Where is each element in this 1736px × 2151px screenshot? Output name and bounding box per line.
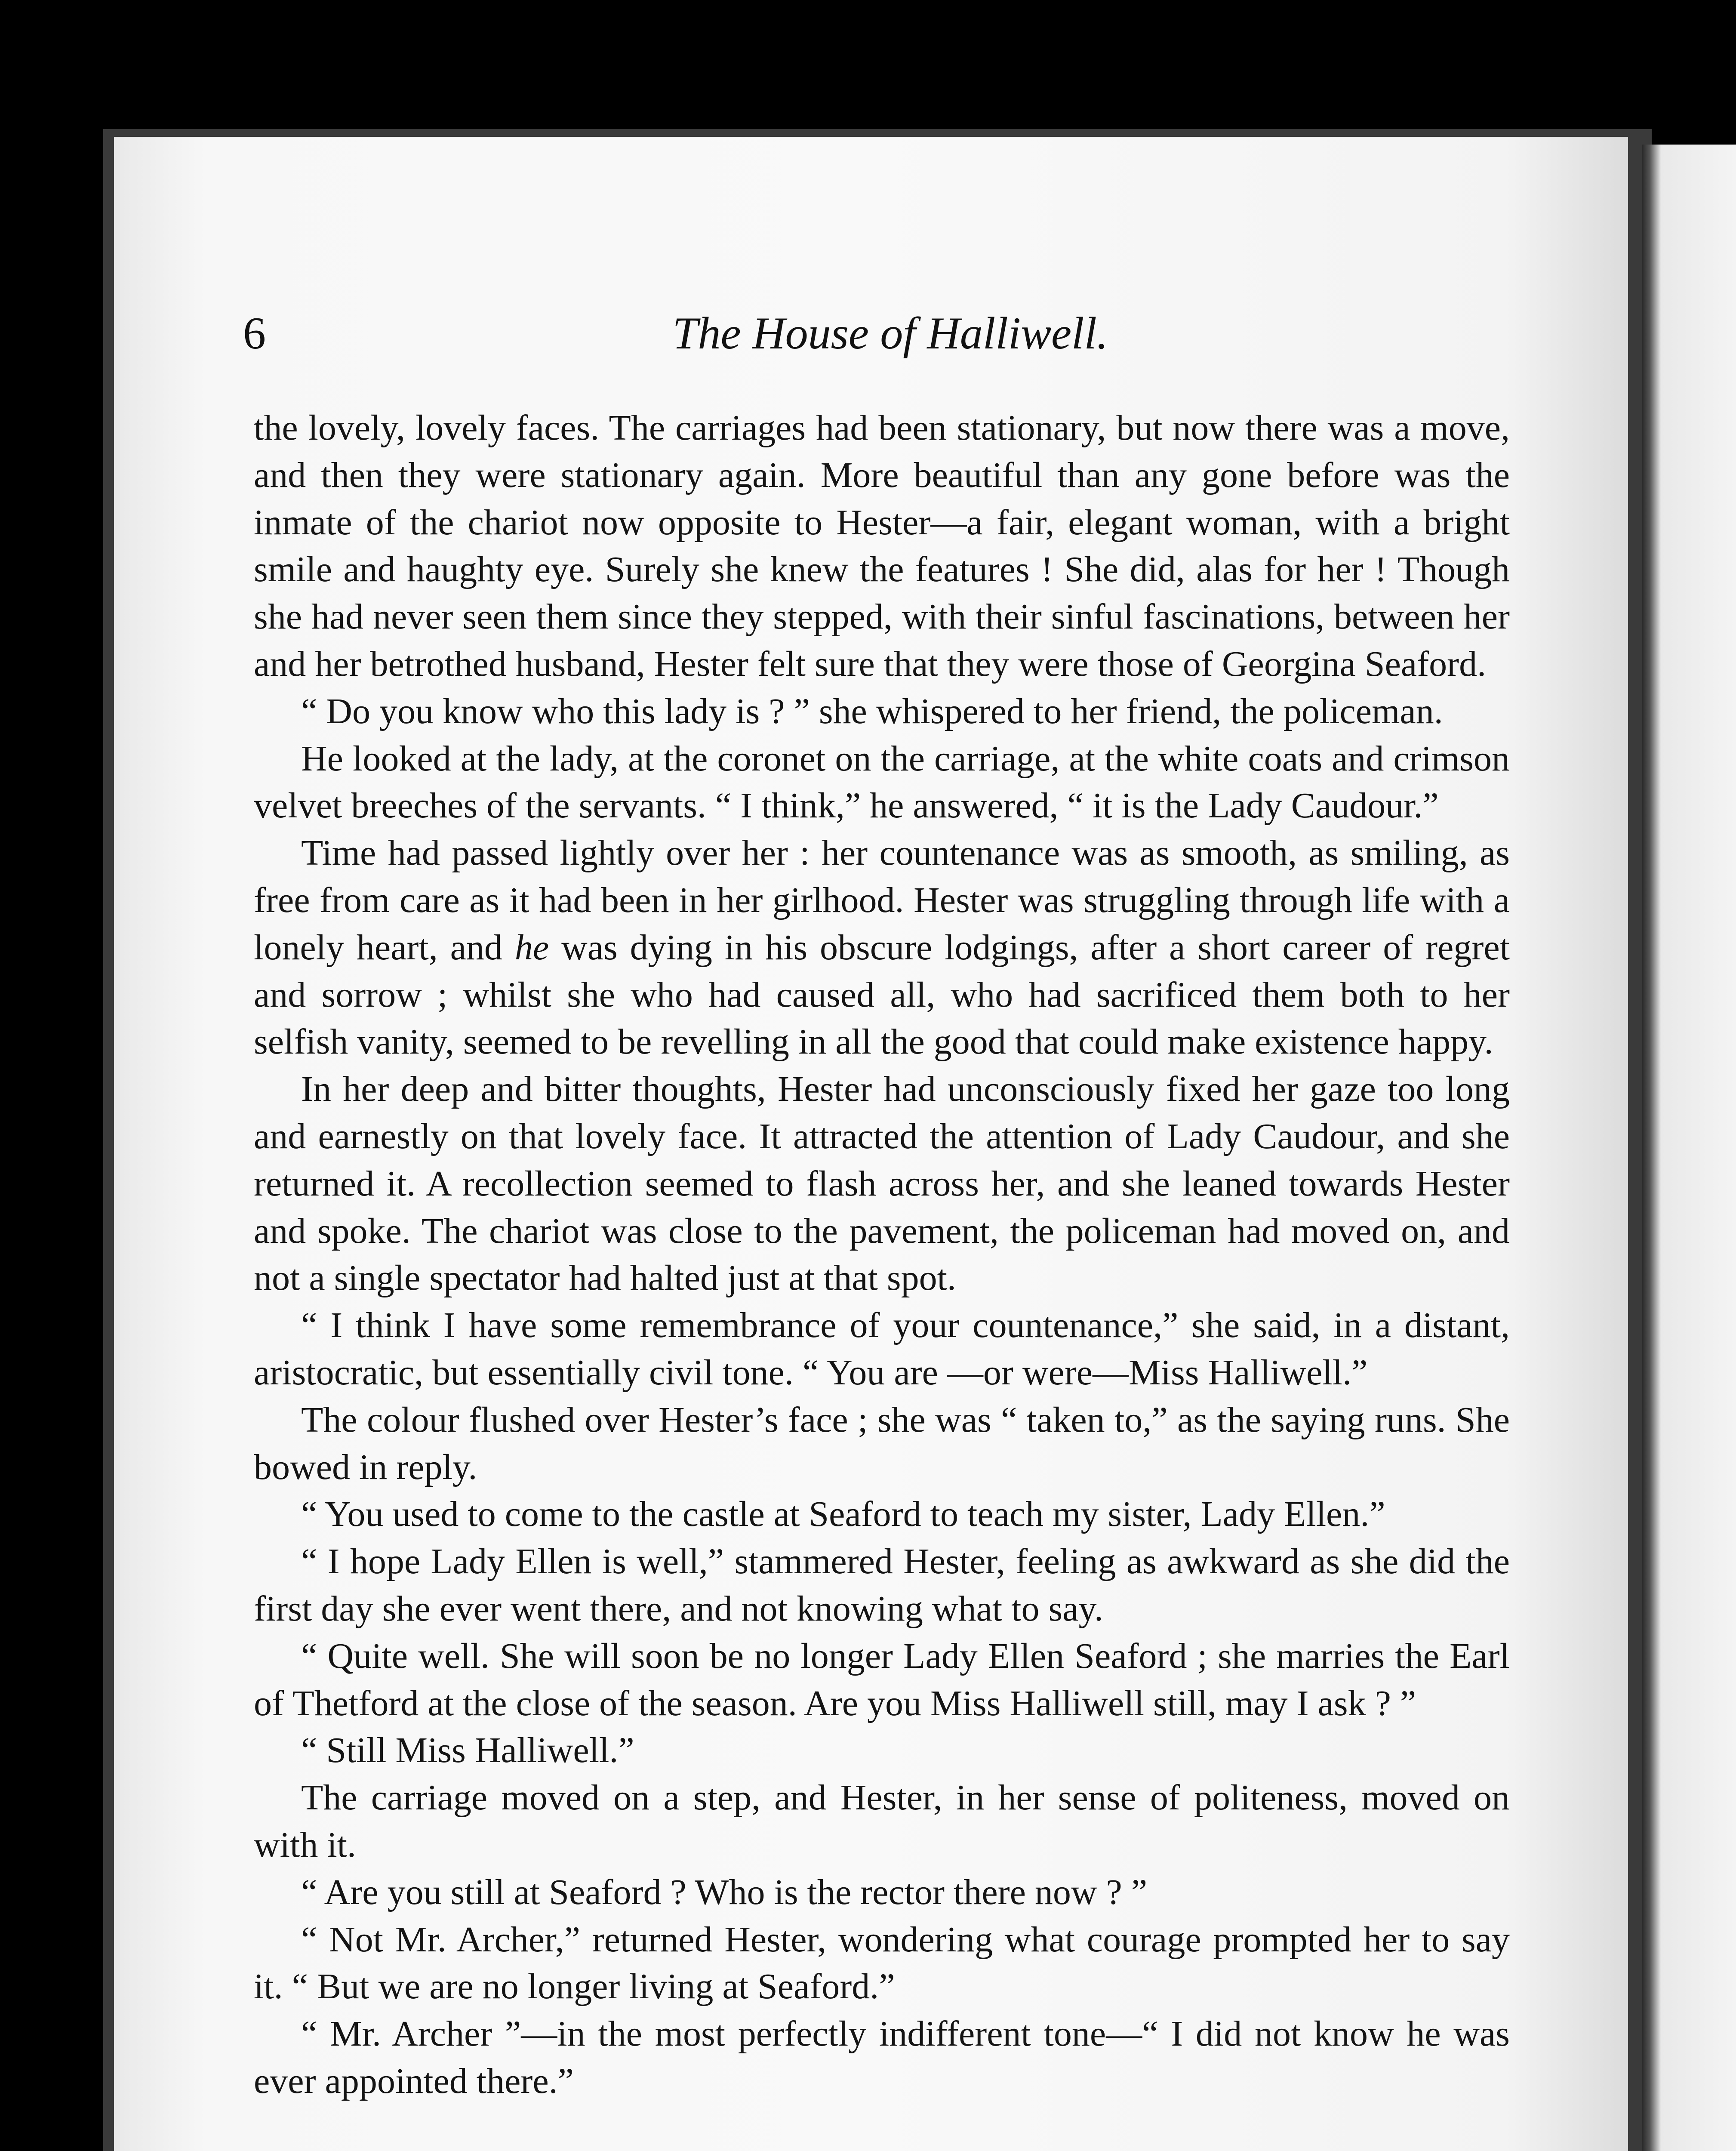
paragraph-text: Time had passed lightly over her : her countenance was as smooth, as smiling, as free from care as it had been in her girlhood. Hester was struggling through life with a lonely heart, and: [254, 833, 1510, 968]
paragraph: “ Are you still at Seaford ? Who is the rector there now ? ”: [301, 1872, 1148, 1912]
paragraph: “ I think I have some remembrance of your countenance,” she said, in a distant, aristocratic, but essentially civil tone. “ You are —or were—Miss Halliwell.”: [254, 1305, 1510, 1393]
paragraph-text: was dying in his obscure lodgings, after a short career of regret and sorrow ; whilst she who had caused all, who had sacrificed them both to her selfish vanity, seemed to be revelling in all the good that could make existence happy.: [254, 927, 1510, 1062]
italic-word: he: [514, 927, 549, 968]
paragraph: the lovely, lovely faces. The carriages had been stationary, but now there was a move, and then they were stationary again. More beautiful than any gone before was the inmate of the chariot now opposite to Hester—a fair, elegant woman, with a bright smile and haughty eye. Surely she knew the features ! She did, alas for her ! Though she had never seen them since they stepped, with their sinful fascinations, between her and her betrothed husband, Hester felt sure that they were those of Georgina Seaford.: [254, 408, 1510, 684]
paragraph: “ Not Mr. Archer,” returned Hester, wondering what courage prompted her to say it. “ But we are no longer living at Seaford.”: [254, 1919, 1510, 2007]
page-number: 6: [243, 308, 266, 358]
paragraph: He looked at the lady, at the coronet on the carriage, at the white coats and crimson velvet breeches of the servants. “ I think,” he answered, “ it is the Lady Caudour.”: [254, 738, 1510, 826]
paragraph: The colour flushed over Hester’s face ; she was “ taken to,” as the saying runs. She bowed in reply.: [254, 1399, 1510, 1487]
paragraph: “ Still Miss Halliwell.”: [301, 1730, 634, 1771]
paragraph: “ You used to come to the castle at Seaford to teach my sister, Lady Ellen.”: [301, 1494, 1385, 1535]
running-title: The House of Halliwell.: [672, 308, 1108, 358]
paragraph: The carriage moved on a step, and Hester, in her sense of politeness, moved on with it.: [254, 1778, 1510, 1865]
body-text: [254, 404, 1510, 2105]
paragraph: “ Quite well. She will soon be no longer Lady Ellen Seaford ; she marries the Earl of Thetford at the close of the season. Are you Miss Halliwell still, may I ask ? ”: [254, 1636, 1510, 1723]
paragraph: In her deep and bitter thoughts, Hester had unconsciously fixed her gaze too long and earnestly on that lovely face. It attracted the attention of Lady Caudour, and she returned it. A recollection seemed to flash across her, and she leaned towards Hester and spoke. The chariot was close to the pavement, the policeman had moved on, and not a single spectator had halted just at that spot.: [254, 1069, 1510, 1298]
next-page-edge: [1642, 145, 1736, 2151]
paragraph: “ Do you know who this lady is ? ” she whispered to her friend, the policeman.: [301, 691, 1443, 731]
paragraph: [254, 829, 1510, 1066]
paragraph: “ I hope Lady Ellen is well,” stammered Hester, feeling as awkward as she did the first day she ever went there, and not knowing what to say.: [254, 1541, 1510, 1629]
page-header: [243, 303, 1538, 364]
paragraph: “ Mr. Archer ”—in the most perfectly indifferent tone—“ I did not know he was ever appointed there.”: [254, 2014, 1510, 2101]
